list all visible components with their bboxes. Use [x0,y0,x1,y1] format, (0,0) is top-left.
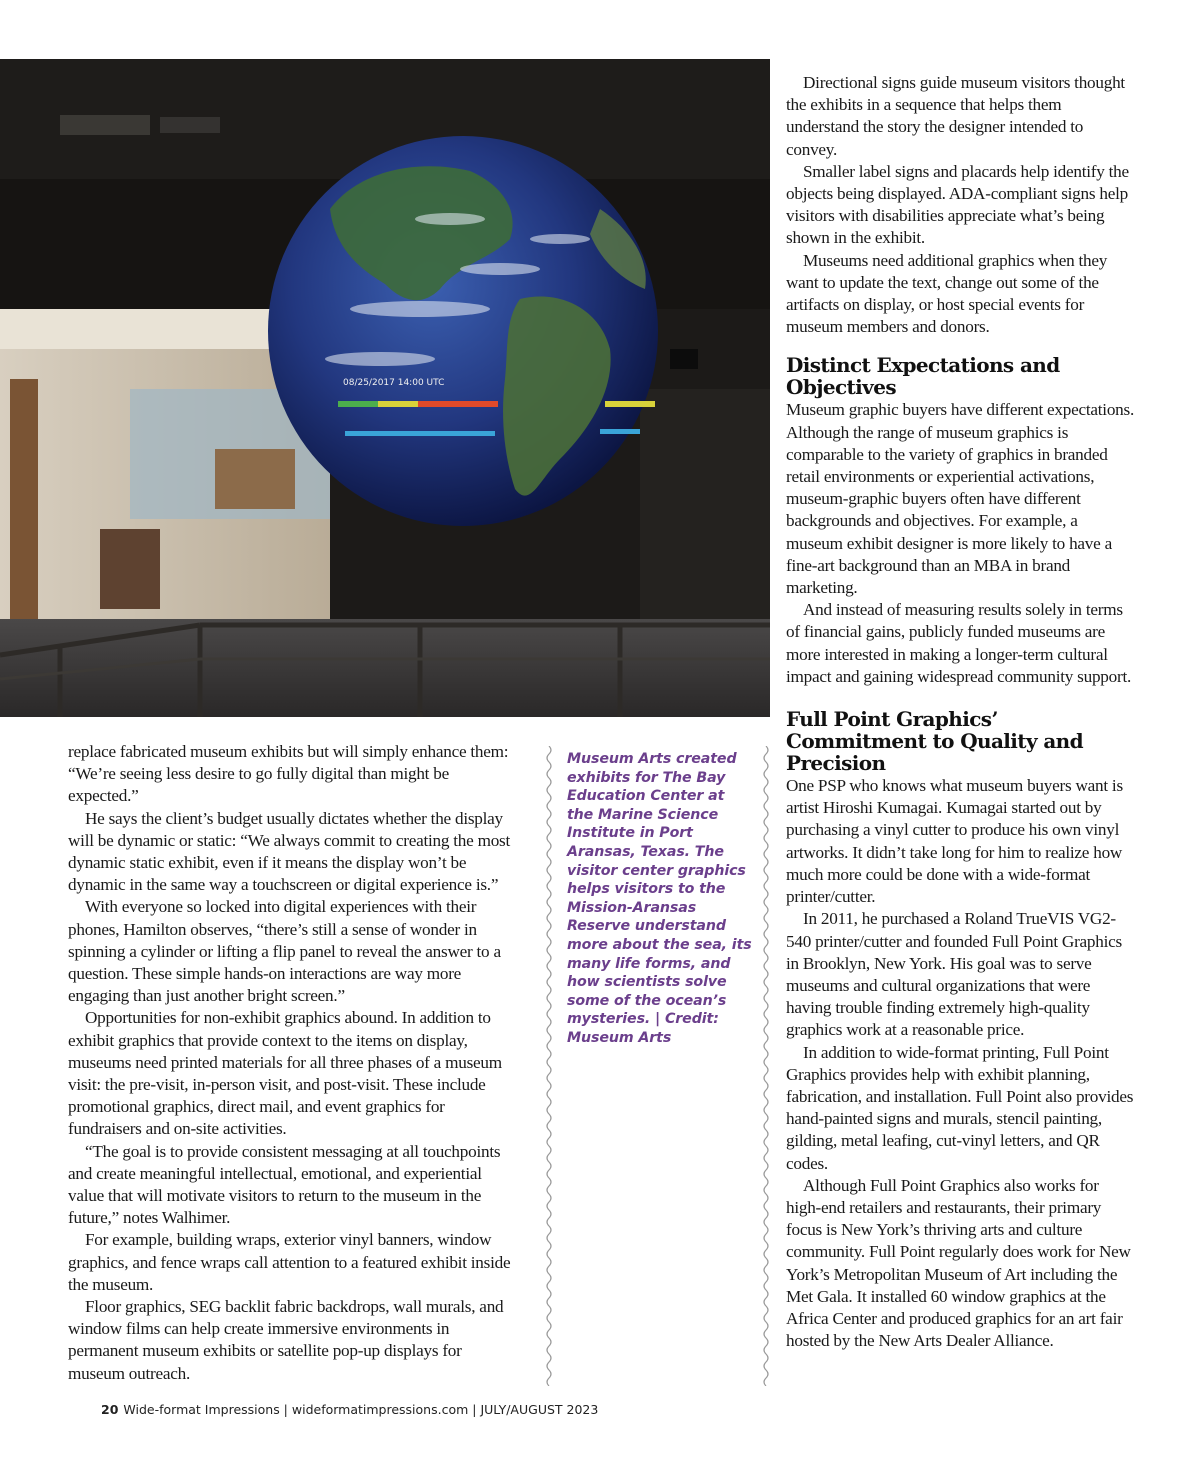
left-paragraph-3: With everyone so locked into digital experiences with their phones, Hamilton observes, “there’s still a sense of wonder in spinning a cylinder or lifting a flip panel to reveal the answer to a question. These simple hands-on interactions are way more engaging than just another bright screen.” [68,897,501,1006]
article-photo [0,59,770,717]
section-heading-expectations: Distinct Expectations and Objectives [786,353,1060,400]
globe-timestamp: 08/25/2017 14:00 UTC [343,378,445,388]
footer-publication-line: Wide-format Impressions | wideformatimpressions.com | JULY/AUGUST 2023 [123,1402,599,1417]
section-heading-full-point: Full Point Graphics’ Commitment to Quality and Precision [786,707,1084,776]
wavy-divider-left [544,746,554,1386]
section2-paragraph-4: Although Full Point Graphics also works for high-end retailers and restaurants, their primary focus is New York’s thriving arts and culture community. Full Point regularly does work for New York’s Metropolitan Museum of Art including the Met Gala. It installed 60 window graphics at the Africa Center and produced graphics for an art fair hosted by the New Arts Dealer Alliance. [786,1175,1131,1351]
photo-caption: Museum Arts created exhibits for The Bay Education Center at the Marine Science Institute in Port Aransas, Texas. The visitor center graphics helps visitors to the Mission-Aransas Reserve understand more about the sea, its many life forms, and how scientists solve some of the ocean’s mysteries. | Credit: Museum Arts [567,751,752,1046]
section1-paragraph-1: Museum graphic buyers have different expectations. Although the range of museum graphics is comparable to the variety of graphics in branded retail environments or experiential activations, museum-graphic buyers often have different backgrounds and objectives. For example, a museum exhibit designer is more likely to have a fine-art background than an MBA in brand marketing. [786,400,1135,598]
globe-exhibit-illustration [0,59,770,717]
page-number: 20 [101,1402,119,1417]
left-paragraph-1: replace fabricated museum exhibits but will simply enhance them: “We’re seeing less desire to go fully digital than might be expected.” [68,742,509,806]
section2-paragraph-2: In 2011, he purchased a Roland TrueVIS VG2-540 printer/cutter and founded Full Point Graphics in Brooklyn, New York. His goal was to serve museums and cultural organizations that were having trouble finding extremely high-quality graphics work at a reasonable price. [786,909,1122,1040]
right-intro-paragraph-1: Directional signs guide museum visitors thought the exhibits in a sequence that helps them understand the story the designer intended to convey. [786,73,1125,159]
section1-paragraph-2: And instead of measuring results solely in terms of financial gains, publicly funded museums are more interested in making a longer-term cultural impact and gaining widespread community support. [786,600,1132,686]
section2-paragraph-3: In addition to wide-format printing, Full Point Graphics provides help with exhibit planning, fabrication, and installation. Full Point also provides hand-painted signs and murals, stencil painting, gilding, metal leafing, cut-vinyl letters, and QR codes. [786,1042,1134,1173]
wavy-divider-right [761,746,771,1386]
left-column [68,741,516,1385]
right-intro-paragraph-2: Smaller label signs and placards help identify the objects being displayed. ADA-compliant signs help visitors with disabilities appreciate what’s being shown in the exhibit. [786,161,1129,248]
left-paragraph-7: Floor graphics, SEG backlit fabric backdrops, wall murals, and window films can help create immersive environments in permanent museum exhibits or satellite pop-up displays for museum outreach. [68,1297,504,1383]
left-paragraph-5: “The goal is to provide consistent messaging at all touchpoints and create meaningful intellectual, emotional, and experiential value that will motivate visitors to return to the museum in the future,” notes Walhimer. [68,1141,501,1228]
page-footer [101,1402,598,1417]
left-paragraph-4: Opportunities for non-exhibit graphics abound. In addition to exhibit graphics that provide context to the items on display, museums need printed materials for all three phases of a museum visit: the pre-visit, in-person visit, and post-visit. These include promotional graphics, direct mail, and event graphics for fundraisers and on-site activities. [68,1008,502,1139]
left-paragraph-2: He says the client’s budget usually dictates whether the display will be dynamic or static: “We always commit to creating the most dynamic static exhibit, even if it means the display won’t be dynamic in the same way a touchscreen or digital experience is.” [68,808,511,895]
section2-paragraph-1: One PSP who knows what museum buyers want is artist Hiroshi Kumagai. Kumagai started out by purchasing a vinyl cutter to produce his own vinyl artworks. It didn’t take long for him to realize how much more could be done with a wide-format printer/cutter. [786,776,1123,907]
left-paragraph-6: For example, building wraps, exterior vinyl banners, window graphics, and fence wraps call attention to a featured exhibit inside the museum. [68,1230,511,1294]
right-column [786,72,1136,1352]
right-intro-paragraph-3: Museums need additional graphics when they want to update the text, change out some of the artifacts on display, or host special events for museum members and donors. [786,250,1108,337]
